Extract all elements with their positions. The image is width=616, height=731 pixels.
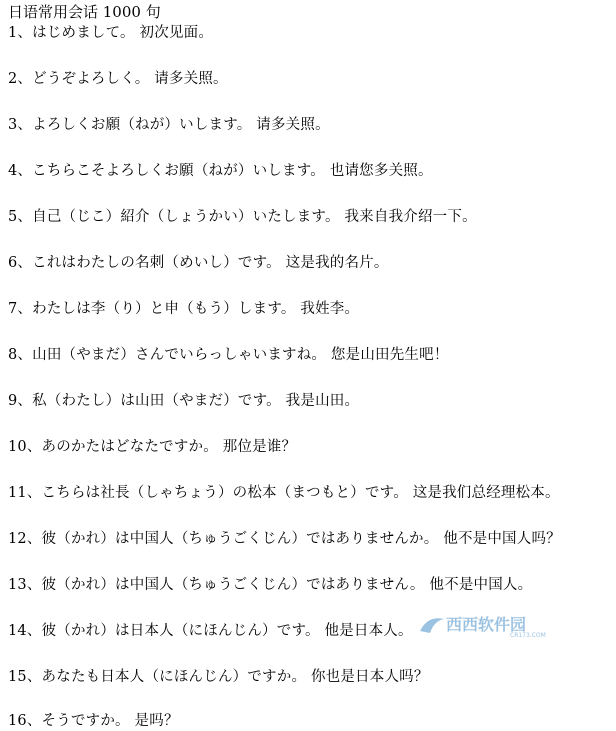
- phrase-line: 13、彼（かれ）は中国人（ちゅうごくじん）ではありません。 他不是中国人。: [8, 577, 533, 593]
- phrase-line: 7、わたしは李（り）と申（もう）します。 我姓李。: [8, 301, 360, 317]
- phrase-line: 10、あのかたはどなたですか。 那位是谁？: [8, 439, 297, 455]
- phrase-line: 14、彼（かれ）は日本人（にほんじん）です。 他是日本人。: [8, 623, 413, 639]
- swoosh-icon: [420, 618, 444, 633]
- phrase-line: 3、よろしくお願（ねが）いします。 请多关照。: [8, 117, 330, 133]
- watermark-logo: [418, 611, 558, 639]
- document-title: 日语常用会话 1000 句: [8, 3, 161, 21]
- phrase-line: 6、これはわたしの名刺（めいし）です。 这是我的名片。: [8, 255, 389, 271]
- phrase-line: 11、こちらは社長（しゃちょう）の松本（まつもと）です。 这是我们总经理松本。: [8, 485, 560, 501]
- watermark-subtext: CR173.COM: [510, 632, 546, 639]
- watermark-text: 西西软件园: [446, 615, 527, 634]
- phrase-line: 9、私（わたし）は山田（やまだ）です。 我是山田。: [8, 393, 360, 409]
- phrase-line: 1、はじめまして。 初次见面。: [8, 25, 214, 41]
- phrase-line: 15、あなたも日本人（にほんじん）ですか。 你也是日本人吗？: [8, 669, 429, 685]
- phrase-line: 4、こちらこそよろしくお願（ねが）いします。 也请您多关照。: [8, 163, 433, 179]
- phrase-line: 8、山田（やまだ）さんでいらっしゃいますね。 您是山田先生吧！: [8, 347, 449, 363]
- phrase-line: 5、自己（じこ）紹介（しょうかい）いたします。 我来自我介绍一下。: [8, 209, 477, 225]
- phrase-line: 16、そうですか。 是吗？: [8, 713, 179, 729]
- phrase-line: 2、どうぞよろしく。 请多关照。: [8, 71, 228, 87]
- phrase-line: 12、彼（かれ）は中国人（ちゅうごくじん）ではありませんか。 他不是中国人吗？: [8, 531, 561, 547]
